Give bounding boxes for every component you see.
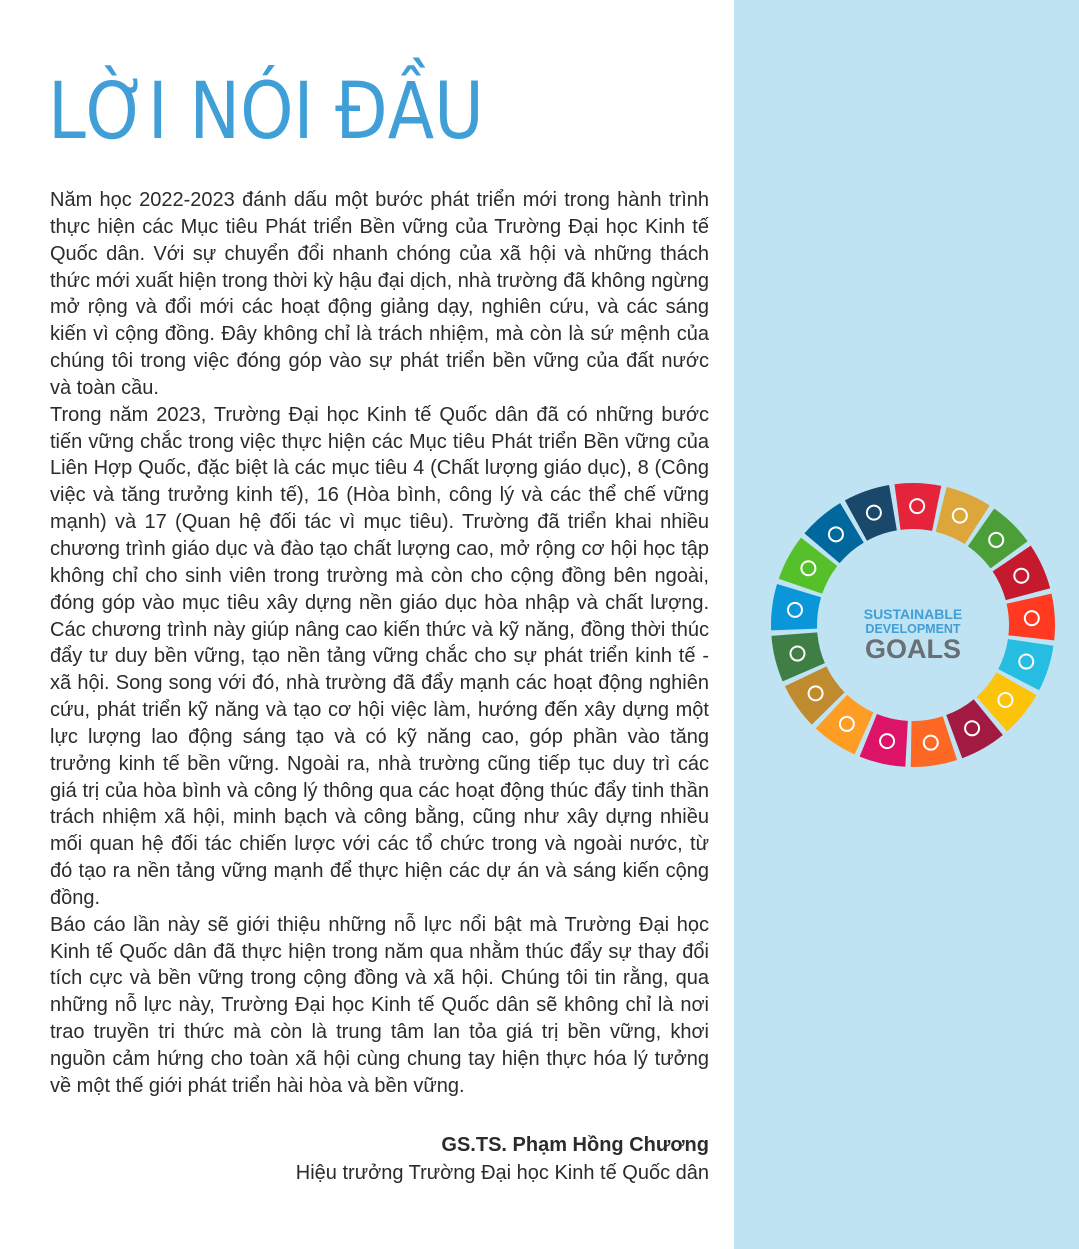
sdg-segment-5	[1007, 594, 1055, 641]
sdg-segment-14	[771, 584, 821, 630]
signatory-name: GS.TS. Phạm Hồng Chương	[441, 1134, 709, 1156]
signatory-role: Hiệu trưởng Trường Đại học Kinh tế Quốc dân	[295, 1162, 709, 1184]
paragraph-1: Năm học 2022-2023 đánh dấu một bước phát triển mới trong hành trình thực hiện các Mục tiêu Phát triển Bền vững của Trường Đại học Kinh tế Quốc dân. Với sự chuyển đổi nhanh chóng của xã hội và những thách thức mới xuất hiện trong thời kỳ hậu đại dịch, nhà trường đã không ngừng mở rộng và đổi mới các hoạt động giảng dạy, nghiên cứu, và các sáng kiến vì cộng đồng. Đây không chỉ là trách nhiệm, mà còn là sứ mệnh của chúng tôi trong việc đóng góp vào sự phát triển bền vững của đất nước và toàn cầu.	[50, 189, 709, 399]
paragraph-3: Báo cáo lần này sẽ giới thiệu những nỗ lực nổi bật mà Trường Đại học Kinh tế Quốc dân đã thực hiện trong năm qua nhằm thúc đẩy sự thay đổi tích cực và bền vững trong cộng đồng và xã hội. Chúng tôi tin rằng, qua những nỗ lực này, Trường Đại học Kinh tế Quốc dân sẽ không chỉ là nơi trao truyền tri thức mà còn là trung tâm lan tỏa giá trị bền vững, khơi nguồn cảm hứng cho toàn xã hội cùng chung tay hiện thực hóa lý tưởng về một thế giới phát triển hài hòa và bền vững.	[50, 913, 709, 1097]
sdg-line-goals: GOALS	[864, 634, 962, 664]
sdg-line-sustainable: SUSTAINABLE	[863, 606, 963, 622]
body-text	[50, 187, 709, 1100]
signature-block	[296, 1131, 709, 1187]
sdg-logo	[769, 481, 1057, 769]
sdg-segment-1	[894, 483, 941, 531]
page-title: LỜI NÓI ĐẦU	[48, 67, 484, 157]
sdg-line-development: DEVELOPMENT	[865, 622, 961, 636]
paragraph-2: Trong năm 2023, Trường Đại học Kinh tế Quốc dân đã có những bước tiến vững chắc trong việc thực hiện các Mục tiêu Phát triển Bền vững của Liên Hợp Quốc, đặc biệt là các mục tiêu 4 (Chất lượng giáo dục), 8 (Công việc và tăng trưởng kinh tế), 16 (Hòa bình, công lý và các thể chế vững mạnh) và 17 (Quan hệ đối tác vì mục tiêu). Trường đã triển khai nhiều chương trình giáo dục và đào tạo chất lượng cao, mở rộng cơ hội học tập không chỉ cho sinh viên trong trường mà còn cho cộng đồng bên ngoài, đóng góp vào mục tiêu xây dựng nền giáo dục hòa nhập và chất lượng. Các chương trình này giúp nâng cao kiến thức và kỹ năng, đồng thời thúc đẩy tư duy bền vững, tạo nền tảng vững chắc cho sự phát triển kinh tế - xã hội. Song song với đó, nhà trường đã đẩy mạnh các hoạt động nghiên cứu, phát triển kỹ năng và tạo cơ hội việc làm, hướng đến xây dựng một lực lượng lao động sáng tạo và có kỹ năng cao, góp phần vào tăng trưởng kinh tế bền vững. Ngoài ra, nhà trường cũng tiếp tục duy trì các giá trị của hòa bình và công lý thông qua các hoạt động thúc đẩy tinh thần trách nhiệm xã hội, minh bạch và công bằng, cũng như xây dựng nhiều mối quan hệ đối tác chiến lược với các tổ chức trong và ngoài nước, từ đó tạo ra nền tảng vững mạnh để thực hiện các dự án và sáng kiến cộng đồng.	[50, 403, 709, 909]
